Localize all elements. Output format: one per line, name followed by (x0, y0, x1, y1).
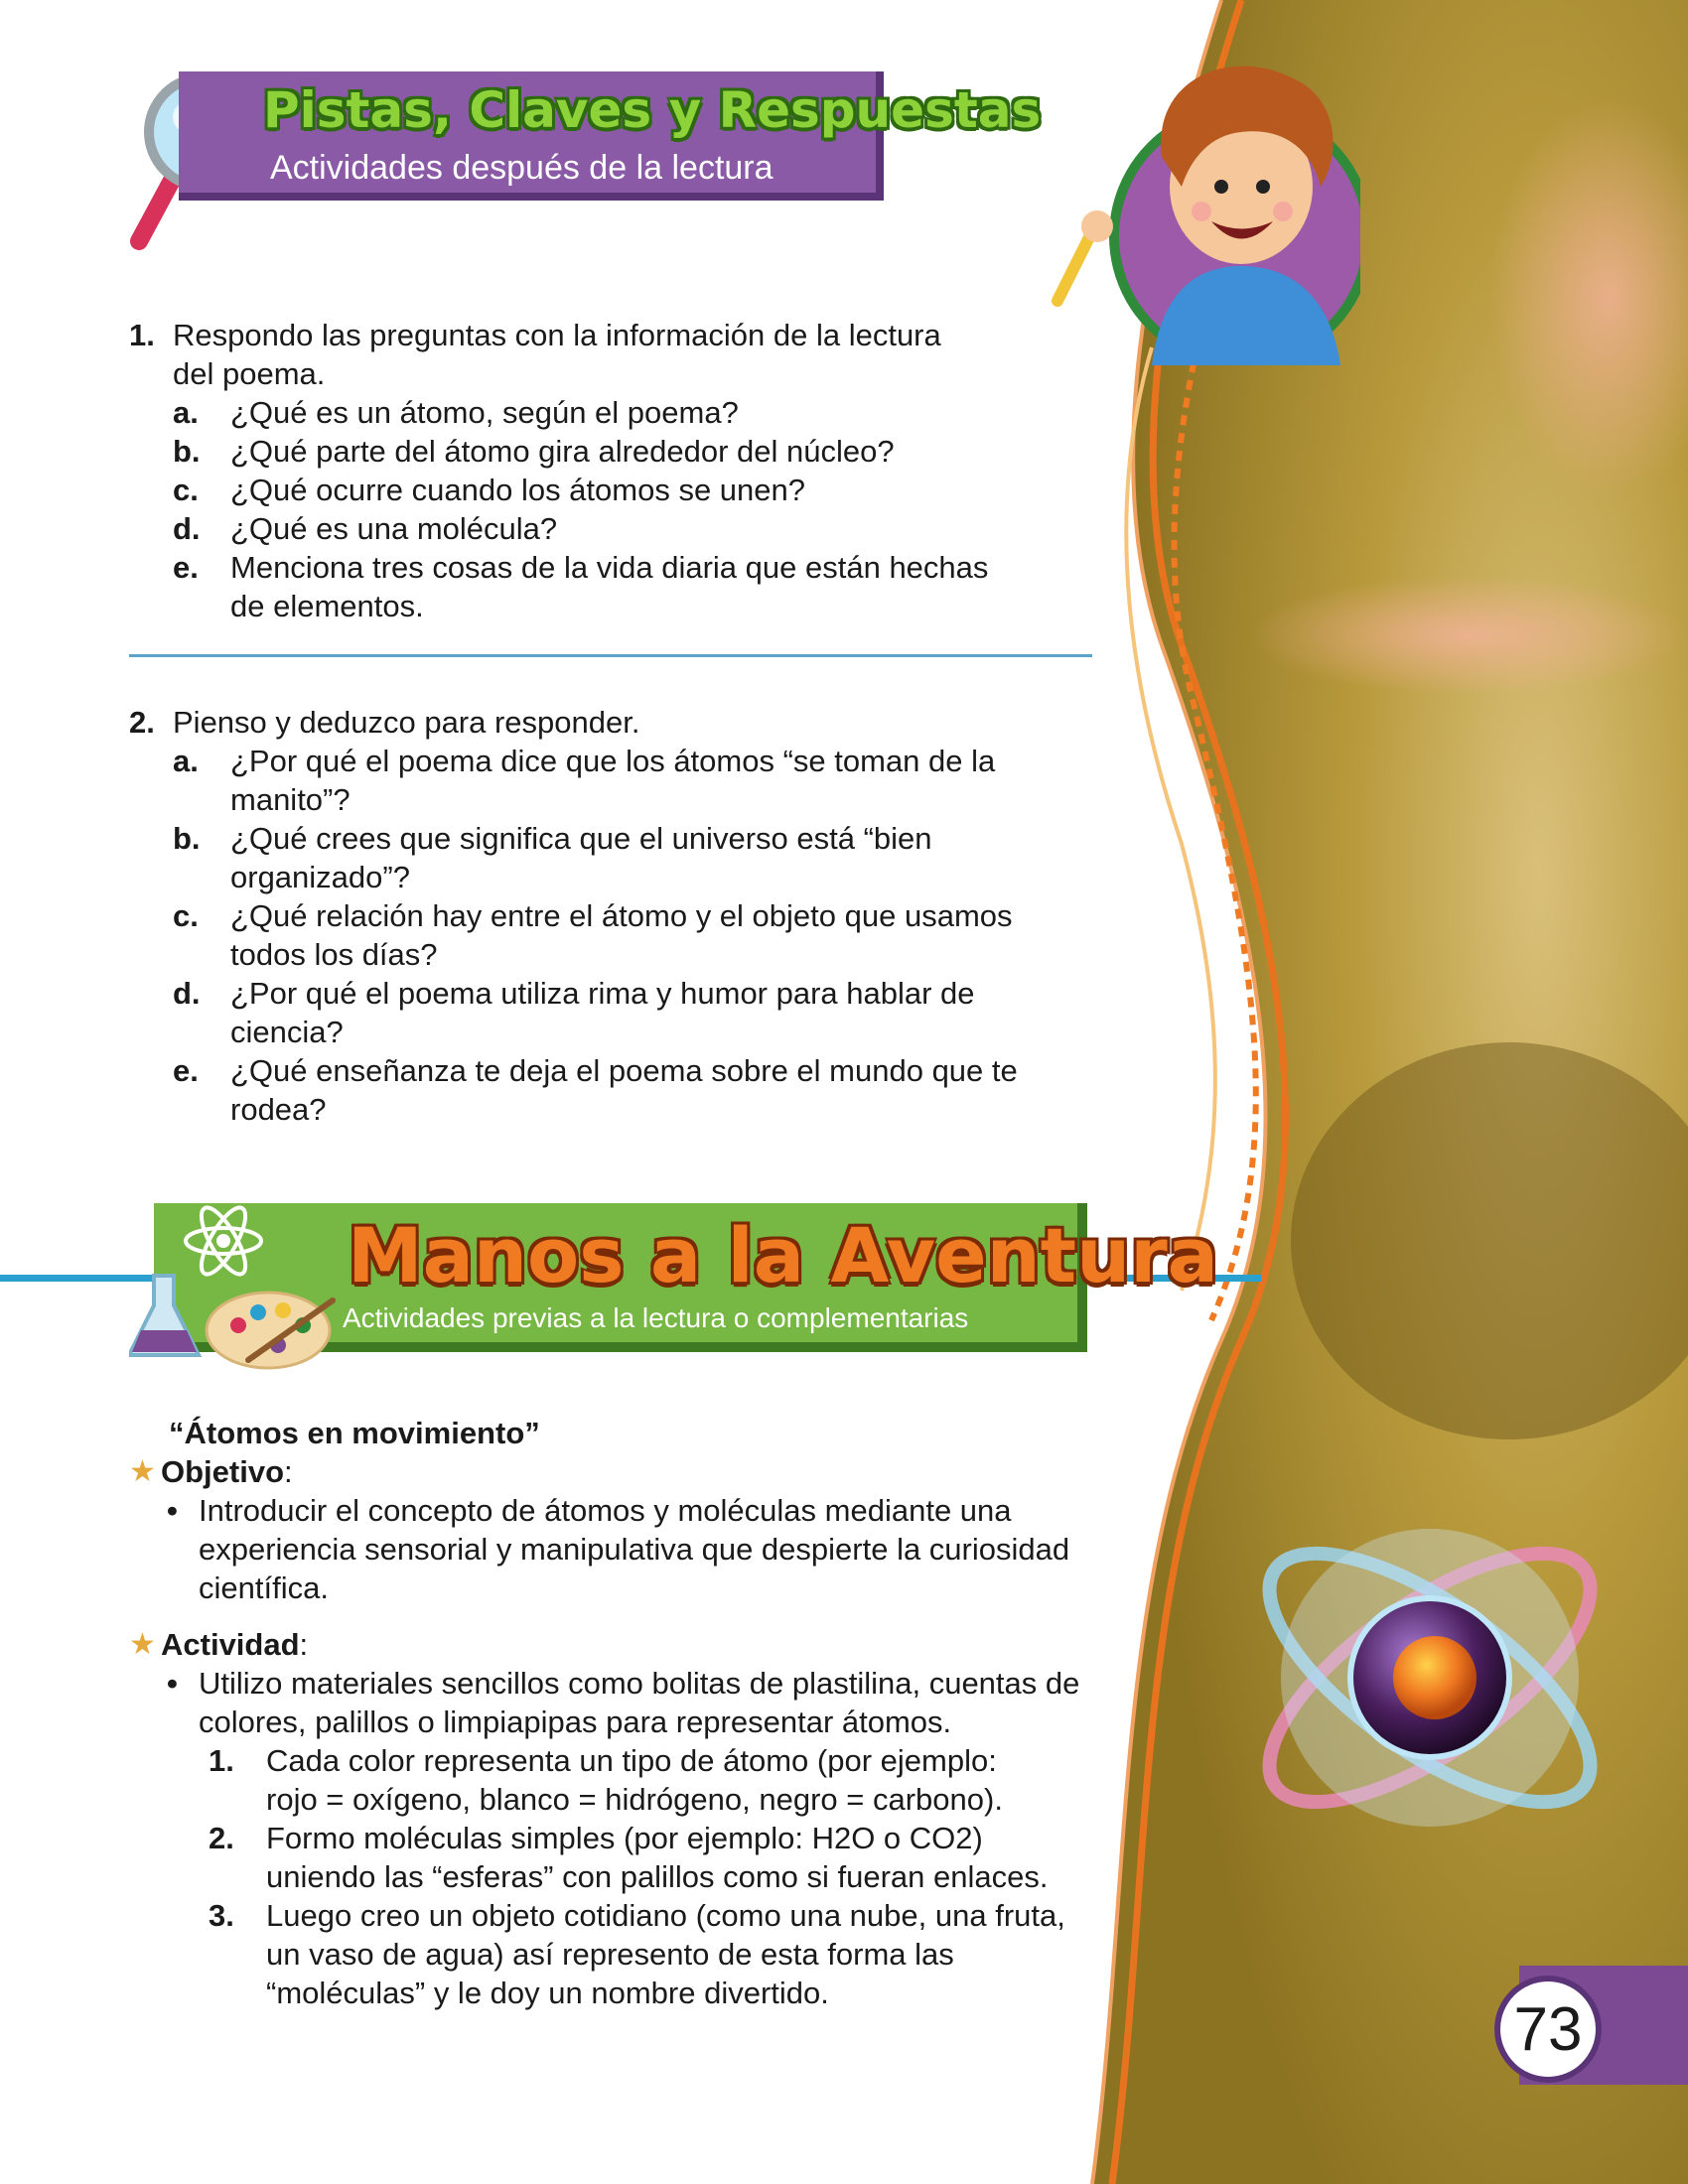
item-line: ¿Qué crees que significa que el universo está “bien (230, 821, 932, 856)
item-text (230, 896, 1013, 974)
bullet-icon: • (167, 1666, 178, 1701)
activity-heading: ★ Actividad : (129, 1627, 309, 1662)
item-text: ¿Qué es una molécula? (230, 511, 558, 546)
item-line: ¿Qué enseñanza te deja el poema sobre el mundo que te (230, 1053, 1018, 1088)
item-text: ¿Qué ocurre cuando los átomos se unen? (230, 473, 806, 507)
item-line: ¿Por qué el poema dice que los átomos “se toman de la (230, 744, 996, 778)
item-letter: a. (173, 744, 199, 778)
item-line: rodea? (230, 1092, 327, 1127)
step-3 (209, 1896, 1201, 2012)
item-text (230, 819, 932, 896)
question-item-c (173, 896, 1102, 974)
question-item-a (173, 742, 1102, 819)
activity-text (199, 1664, 1079, 1741)
item-letter: d. (173, 976, 201, 1011)
question-item-e (173, 548, 1102, 625)
item-line: ¿Por qué el poema utiliza rima y humor para hablar de (230, 976, 975, 1011)
page-number: 73 (1494, 1976, 1602, 2083)
question-1 (129, 316, 1102, 625)
item-line: manito”? (230, 782, 351, 817)
step-number: 2. (209, 1821, 234, 1855)
item-line: todos los días? (230, 937, 438, 972)
question-item-c (173, 471, 1102, 509)
item-line: ¿Qué relación hay entre el átomo y el objeto que usamos (230, 898, 1013, 933)
section-header-pistas (179, 71, 1042, 201)
science-art-icons (129, 1201, 338, 1375)
text-line: Utilizo materiales sencillos como bolitas de plastilina, cuentas de (199, 1666, 1080, 1701)
item-text (230, 742, 995, 819)
text-line: uniendo las “esferas” con palillos como si fueran enlaces. (266, 1859, 1049, 1894)
question-number: 2. (129, 705, 155, 740)
text-line: científica. (199, 1570, 329, 1605)
activity-label: Actividad (161, 1627, 300, 1662)
text-line: Introducir el concepto de átomos y moléculas mediante una (199, 1493, 1012, 1528)
step-2 (209, 1819, 1201, 1896)
flask-icon (129, 1276, 199, 1355)
item-text: ¿Qué es un átomo, según el poema? (230, 395, 739, 430)
text-line: un vaso de agua) así represento de esta forma las (266, 1937, 954, 1972)
step-1 (209, 1741, 1201, 1819)
item-letter: c. (173, 473, 199, 507)
objective-heading: ★ Objetivo : (129, 1454, 293, 1489)
question-text-cont: del poema. (173, 356, 326, 391)
objective-text (199, 1491, 1069, 1607)
text-line: experiencia sensorial y manipulativa que despierte la curiosidad (199, 1532, 1070, 1567)
item-letter: c. (173, 898, 199, 933)
item-letter: e. (173, 1053, 199, 1088)
text-line: colores, palillos o limpiapipas para representar átomos. (199, 1705, 952, 1739)
item-letter: b. (173, 434, 201, 469)
question-text: Respondo las preguntas con la información de la lectura (173, 318, 941, 352)
question-item-d (173, 509, 1102, 548)
step-text (266, 1819, 1048, 1896)
section-subtitle: Actividades previas a la lectura o complementarias (343, 1302, 969, 1333)
star-icon: ★ (129, 1455, 156, 1488)
item-letter: d. (173, 511, 201, 546)
activity-title: “Átomos en movimiento” (169, 1416, 540, 1450)
star-icon: ★ (129, 1628, 156, 1661)
question-item-d (173, 974, 1102, 1051)
text-line: Formo moléculas simples (por ejemplo: H2O o CO2) (266, 1821, 983, 1855)
section-title: Manos a la Aventura (348, 1211, 1218, 1299)
section-subtitle: Actividades después de la lectura (270, 149, 774, 187)
atom-illustration (1221, 1469, 1638, 1886)
item-letter: b. (173, 821, 201, 856)
question-item-e (173, 1051, 1102, 1129)
step-number: 3. (209, 1898, 234, 1933)
atom-icon (186, 1202, 261, 1281)
question-item-a (173, 393, 1102, 432)
item-letter: a. (173, 395, 199, 430)
item-text (230, 974, 975, 1051)
item-line: ciencia? (230, 1015, 344, 1049)
item-line: Menciona tres cosas de la vida diaria que están hechas (230, 550, 989, 585)
text-line: Cada color representa un tipo de átomo (por ejemplo: (266, 1743, 997, 1778)
item-text: ¿Qué parte del átomo gira alrededor del núcleo? (230, 434, 895, 469)
step-text (266, 1896, 1065, 2012)
text-line: Luego creo un objeto cotidiano (como una nube, una fruta, (266, 1898, 1065, 1933)
question-item-b (173, 432, 1102, 471)
answer-line (129, 654, 1092, 657)
question-text: Pienso y deduzco para responder. (173, 705, 640, 740)
question-2 (129, 703, 1102, 1129)
question-item-b (173, 819, 1102, 896)
section-title: Pistas, Claves y Respuestas (263, 81, 1042, 139)
activity-section (129, 1414, 1201, 2012)
item-line: de elementos. (230, 589, 424, 623)
item-text (230, 1051, 1018, 1129)
item-text (230, 548, 988, 625)
text-line: “moléculas” y le doy un nombre divertido. (266, 1976, 829, 2010)
step-text (266, 1741, 1003, 1819)
item-line: organizado”? (230, 860, 410, 894)
bullet-icon: • (167, 1493, 178, 1528)
objective-bullet (167, 1491, 1201, 1607)
objective-label: Objetivo (161, 1454, 285, 1489)
palette-icon (207, 1293, 333, 1368)
activity-bullet (167, 1664, 1201, 1741)
question-number: 1. (129, 318, 155, 352)
text-line: rojo = oxígeno, blanco = hidrógeno, negro = carbono). (266, 1782, 1003, 1817)
step-number: 1. (209, 1743, 234, 1778)
item-letter: e. (173, 550, 199, 585)
